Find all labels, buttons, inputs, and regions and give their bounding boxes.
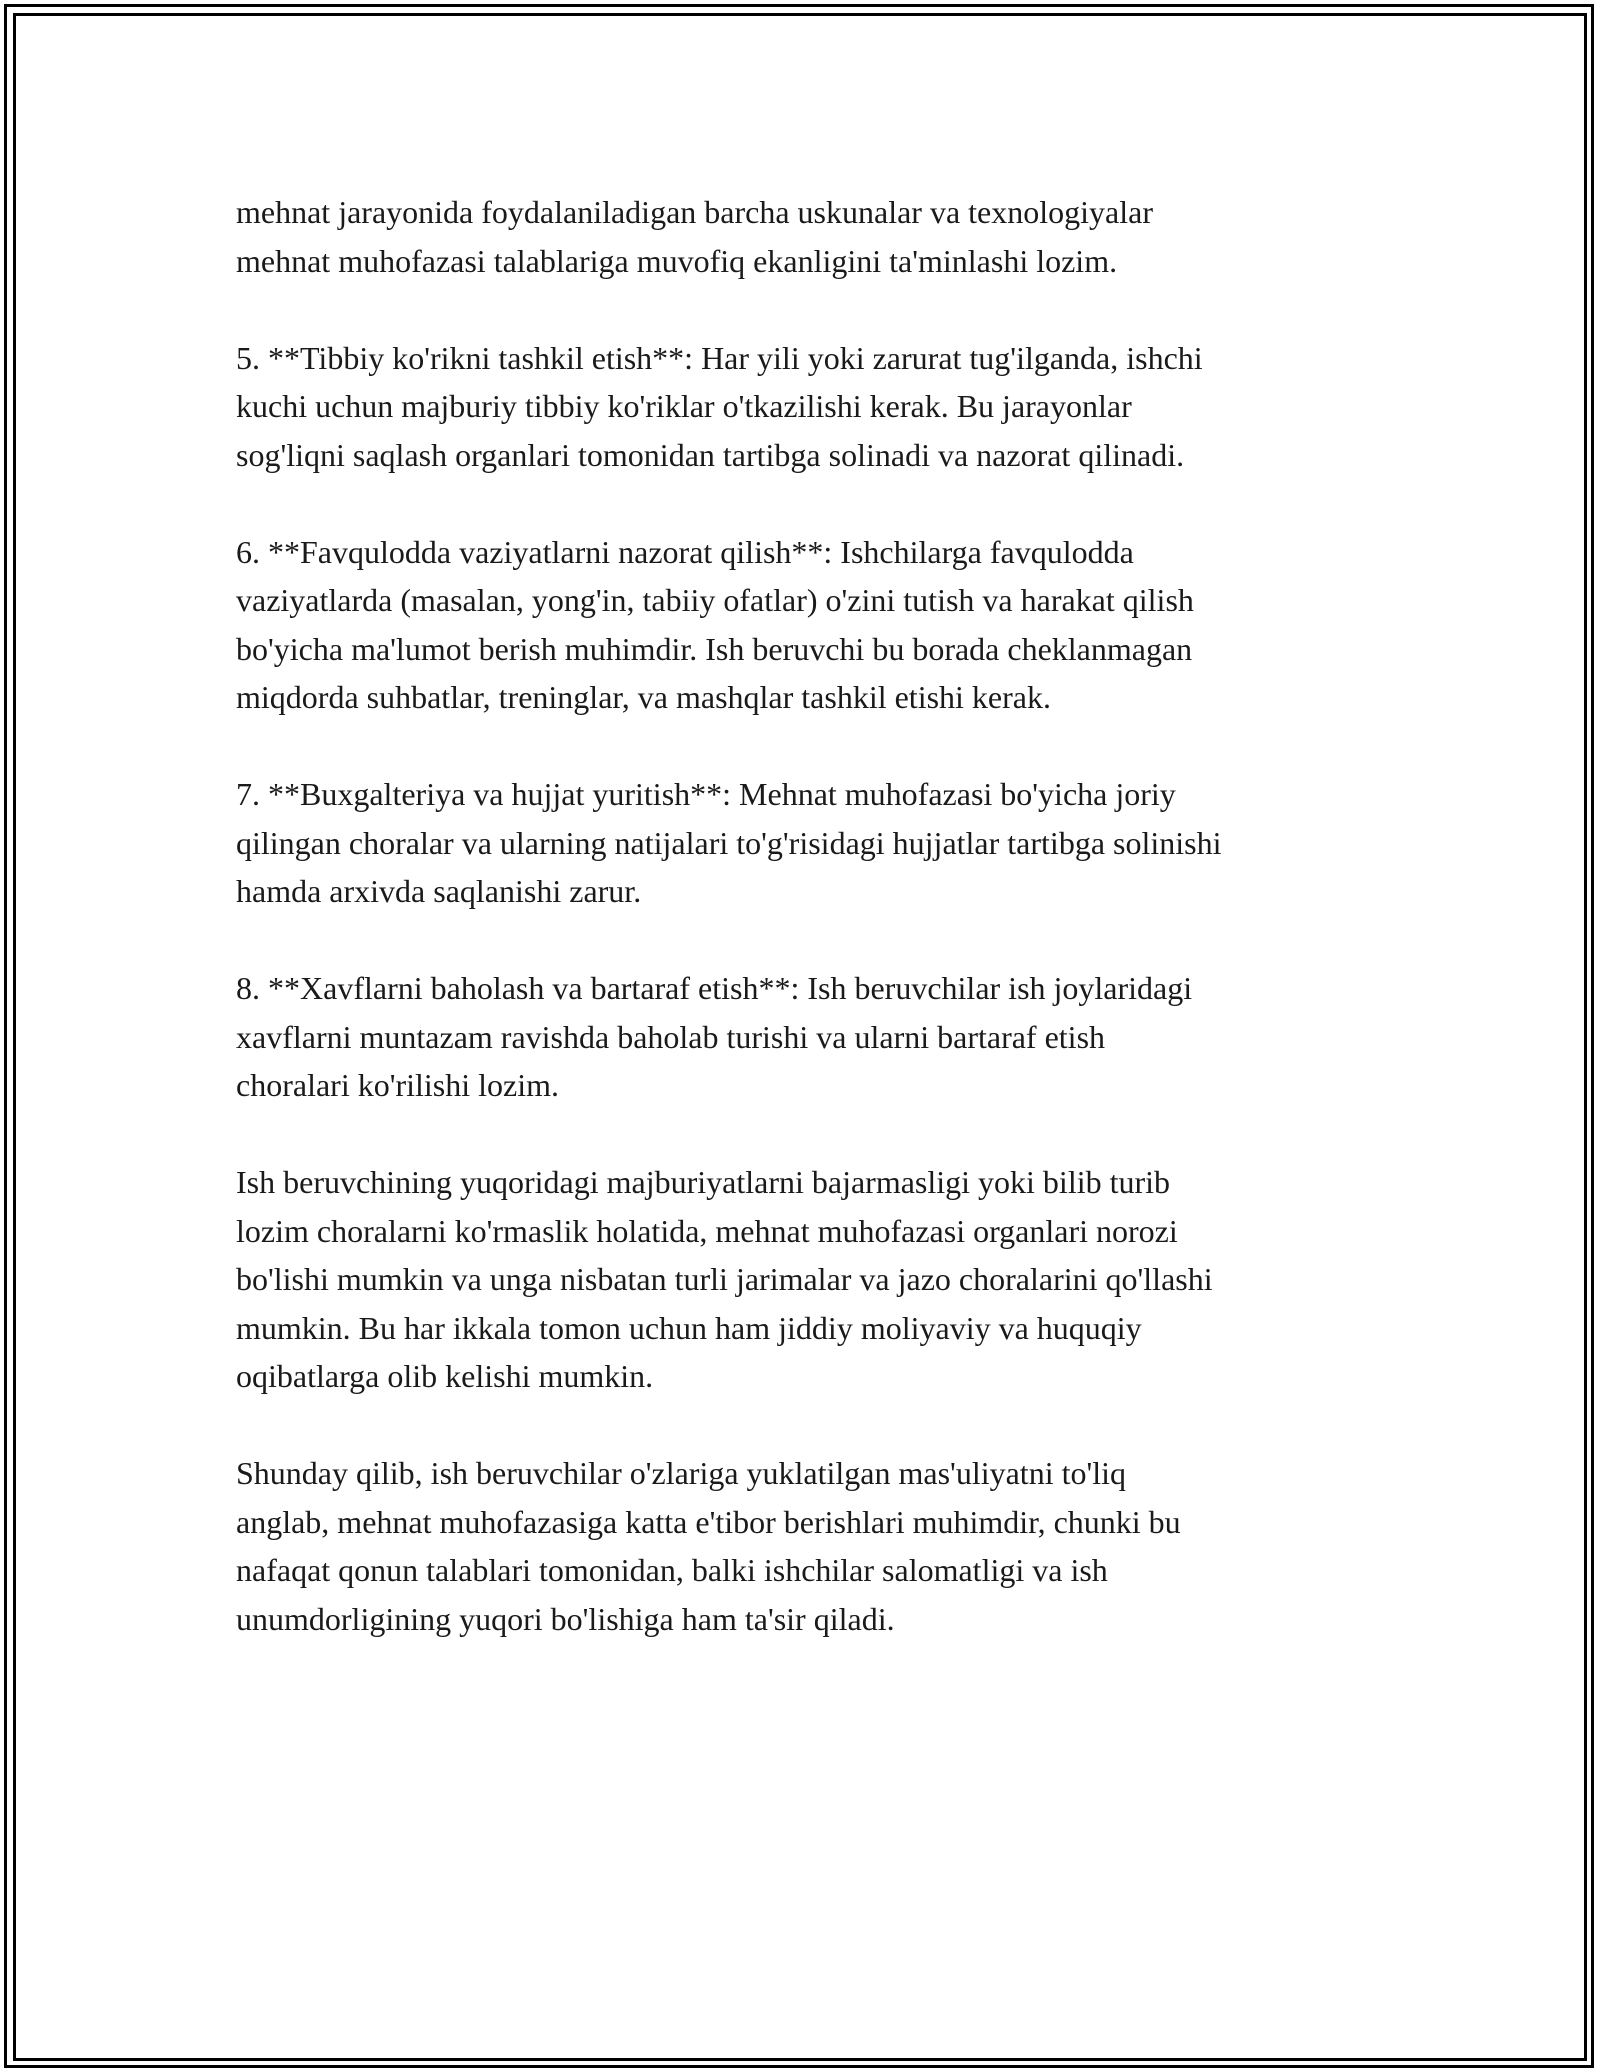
paragraph-conclusion: Shunday qilib, ish beruvchilar o'zlariga yuklatilgan mas'uliyatni to'liq anglab, mehnat muhofazasiga katta e'tibor berishlari muhimdir, chunki bu nafaqat qonun talablari tomonidan, balki ishchilar salomatligi va ish unumdorligining yuqori bo'lishiga ham ta'sir qiladi. [236, 1455, 1181, 1637]
paragraph-item-5: 5. **Tibbiy ko'rikni tashkil etish**: Har yili yoki zarurat tug'ilganda, ishchi kuchi uchun majburiy tibbiy ko'riklar o'tkazilishi kerak. Bu jarayonlar sog'liqni saqlash organlari tomonidan tartibga solinadi va nazorat qilinadi. [236, 339, 1203, 473]
document-body [236, 188, 1376, 1692]
paragraph-item-7: 7. **Buxgalteriya va hujjat yuritish**: Mehnat muhofazasi bo'yicha joriy qilingan choralar va ularning natijalari to'g'risidagi hujjatlar tartibga solinishi hamda arxivda saqlanishi zarur. [236, 776, 1222, 909]
paragraph-consequences: Ish beruvchining yuqoridagi majburiyatlarni bajarmasligi yoki bilib turib lozim choralarni ko'rmaslik holatida, mehnat muhofazasi organlari norozi bo'lishi mumkin va unga nisbatan turli jarimalar va jazo choralarini qo'llashi mumkin. Bu har ikkala tomon uchun ham jiddiy moliyaviy va huquqiy oqibatlarga olib kelishi mumkin. [236, 1164, 1213, 1394]
paragraph-item-6: 6. **Favqulodda vaziyatlarni nazorat qilish**: Ishchilarga favqulodda vaziyatlarda (masalan, yong'in, tabiiy ofatlar) o'zini tutish va harakat qilish bo'yicha ma'lumot berish muhimdir. Ish beruvchi bu borada cheklanmagan miqdorda suhbatlar, treninglar, va mashqlar tashkil etishi kerak. [236, 533, 1194, 715]
paragraph-item-8: 8. **Xavflarni baholash va bartaraf etish**: Ish beruvchilar ish joylaridagi xavflarni muntazam ravishda baholab turishi va ularni bartaraf etish choralari ko'rilishi lozim. [236, 970, 1193, 1103]
paragraph-intro-continuation: mehnat jarayonida foydalaniladigan barcha uskunalar va texnologiyalar mehnat muhofazasi talablariga muvofiq ekanligini ta'minlashi lozim. [236, 194, 1153, 279]
